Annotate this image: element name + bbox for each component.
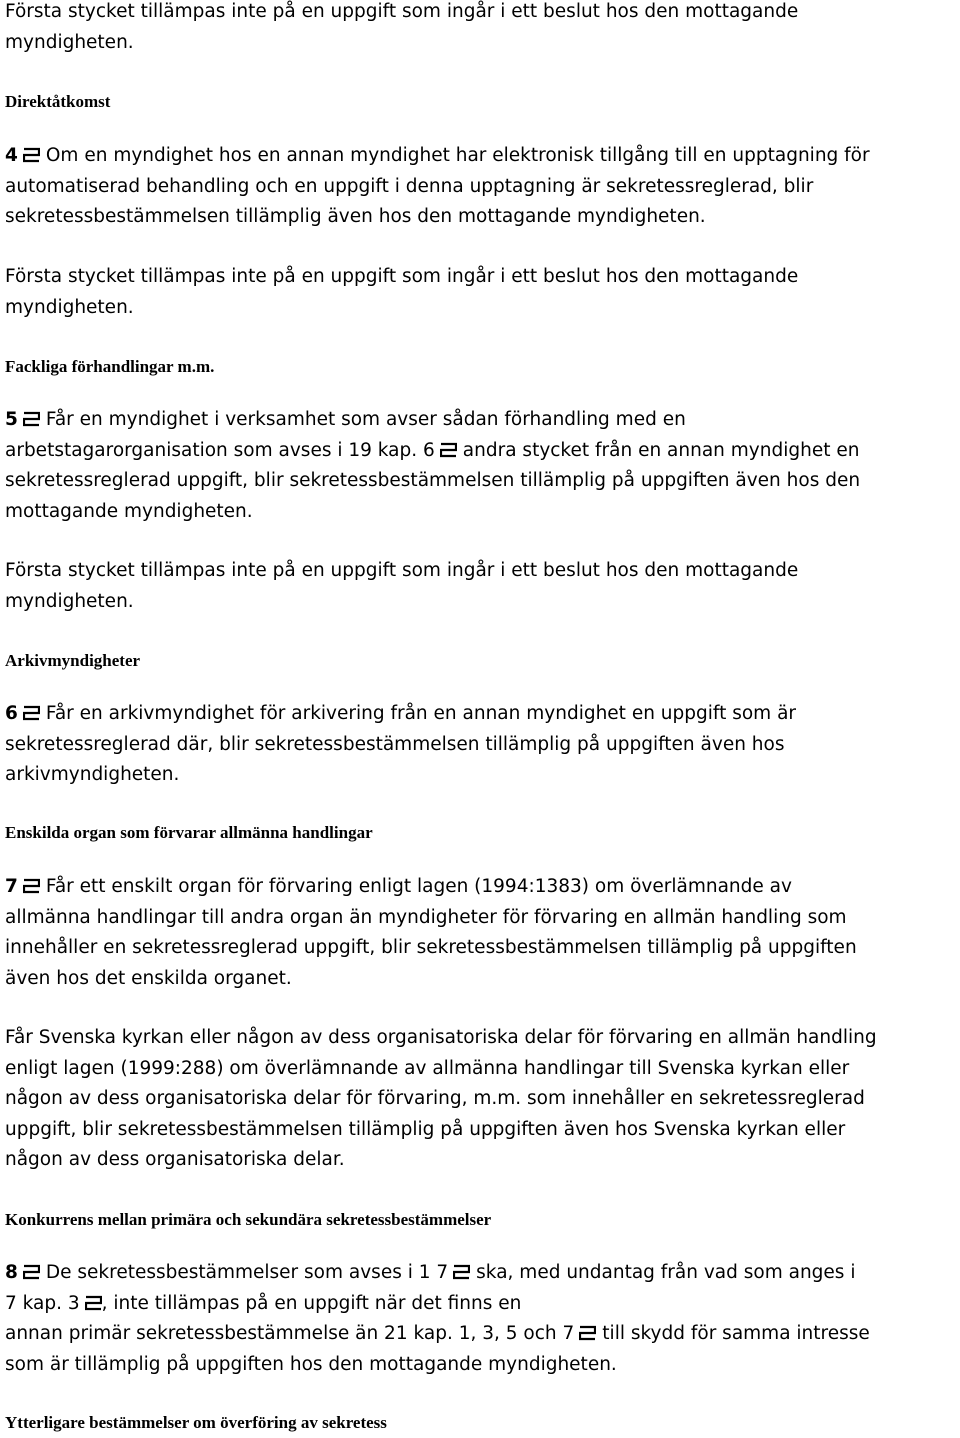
section-sign-icon	[23, 144, 40, 164]
text-line: myndigheten.	[5, 296, 134, 318]
text-line: , inte tillämpas på en uppgift när det finns en	[101, 1292, 522, 1314]
text-line: annan primär sekretessbestämmelse än 21 kap. 1, 3, 5 och 7	[5, 1323, 575, 1344]
section-5	[5, 405, 860, 527]
text-line: ska, med undantag från vad som anges i	[476, 1262, 856, 1283]
section-number: 5	[5, 409, 18, 430]
section-8	[5, 1258, 870, 1380]
text-line: sekretessbestämmelsen tillämplig även hos den mottagande myndigheten.	[5, 206, 706, 227]
section-sign-icon	[23, 1261, 40, 1281]
text-line: allmänna handlingar till andra organ än myndigheter för förvaring en allmän handling som	[5, 906, 847, 928]
heading-enskilda-organ: Enskilda organ som förvarar allmänna handlingar	[5, 823, 373, 842]
paragraph-forsta-stycket-2	[5, 262, 798, 323]
section-number: 4	[5, 145, 18, 166]
heading-fackliga: Fackliga förhandlingar m.m.	[5, 357, 215, 376]
section-number: 8	[5, 1262, 18, 1283]
text-line: automatiserad behandling och en uppgift i denna upptagning är sekretessreglerad, blir	[5, 175, 814, 197]
text-line: sekretessreglerad där, blir sekretessbestämmelsen tillämplig på uppgiften även hos	[5, 733, 785, 755]
section-number: 6	[5, 703, 18, 724]
text-line: som är tillämplig på uppgiften hos den mottagande myndigheten.	[5, 1353, 617, 1375]
text-line: till skydd för samma intresse	[602, 1323, 870, 1344]
text-line: arkivmyndigheten.	[5, 764, 180, 785]
section-sign-icon	[23, 408, 40, 428]
text-line: Får en arkivmyndighet för arkivering från en annan myndighet en uppgift som är	[45, 703, 797, 724]
text-line: Första stycket tillämpas inte på en uppgift som ingår i ett beslut hos den mottagande	[5, 560, 799, 581]
heading-konkurrens: Konkurrens mellan primära och sekundära sekretessbestämmelser	[5, 1210, 492, 1229]
text-line: De sekretessbestämmelser som avses i 1 7	[45, 1262, 449, 1283]
text-line: arbetstagarorganisation som avses i 19 kap. 6	[5, 439, 435, 461]
section-sign-icon	[85, 1292, 102, 1312]
text-line: även hos det enskilda organet.	[5, 967, 292, 989]
section-sign-icon	[440, 439, 457, 459]
section-6	[5, 699, 796, 791]
text-line: Om en myndighet hos en annan myndighet har elektronisk tillgång till en upptagning för	[45, 145, 870, 166]
paragraph-forsta-stycket-1	[5, 0, 798, 58]
text-line: andra stycket från en annan myndighet en	[462, 439, 860, 461]
section-sign-icon	[579, 1322, 596, 1342]
text-line: innehåller en sekretessreglerad uppgift, blir sekretessbestämmelsen tillämplig på uppgiften	[5, 937, 857, 958]
text-line: Första stycket tillämpas inte på en uppgift som ingår i ett beslut hos den mottagande	[5, 266, 799, 287]
section-7	[5, 872, 857, 994]
section-4	[5, 141, 870, 233]
text-line: Får en myndighet i verksamhet som avser sådan förhandling med en	[45, 409, 686, 430]
text-line: någon av dess organisatoriska delar för förvaring, m.m. som innehåller en sekretessreglerad	[5, 1088, 865, 1109]
section-sign-icon	[453, 1261, 470, 1281]
text-line: Första stycket tillämpas inte på en uppgift som ingår i ett beslut hos den mottagande	[5, 1, 799, 22]
section-sign-icon	[23, 875, 40, 895]
text-line: myndigheten.	[5, 31, 134, 53]
text-line: Får ett enskilt organ för förvaring enligt lagen (1994:1383) om överlämnande av	[45, 876, 792, 897]
heading-direktatkomst: Direktåtkomst	[5, 92, 111, 111]
text-line: någon av dess organisatoriska delar.	[5, 1149, 345, 1170]
text-line: uppgift, blir sekretessbestämmelsen tillämplig på uppgiften även hos Svenska kyrkan eller	[5, 1118, 846, 1140]
text-line: sekretessreglerad uppgift, blir sekretessbestämmelsen tillämplig på uppgiften även hos den	[5, 470, 861, 491]
text-line: Får Svenska kyrkan eller någon av dess organisatoriska delar för förvaring en allmän handling	[5, 1027, 877, 1048]
heading-ytterligare: Ytterligare bestämmelser om överföring av sekretess	[5, 1413, 387, 1432]
text-line: enligt lagen (1999:288) om överlämnande av allmänna handlingar till Svenska kyrkan eller	[5, 1057, 850, 1079]
paragraph-forsta-stycket-3	[5, 556, 798, 617]
heading-arkivmyndigheter: Arkivmyndigheter	[5, 651, 141, 670]
paragraph-svenska-kyrkan	[5, 1023, 877, 1176]
section-sign-icon	[23, 702, 40, 722]
text-line: myndigheten.	[5, 590, 134, 612]
section-number: 7	[5, 876, 18, 897]
text-line: mottagande myndigheten.	[5, 500, 253, 522]
text-line: 7 kap. 3	[5, 1292, 80, 1314]
